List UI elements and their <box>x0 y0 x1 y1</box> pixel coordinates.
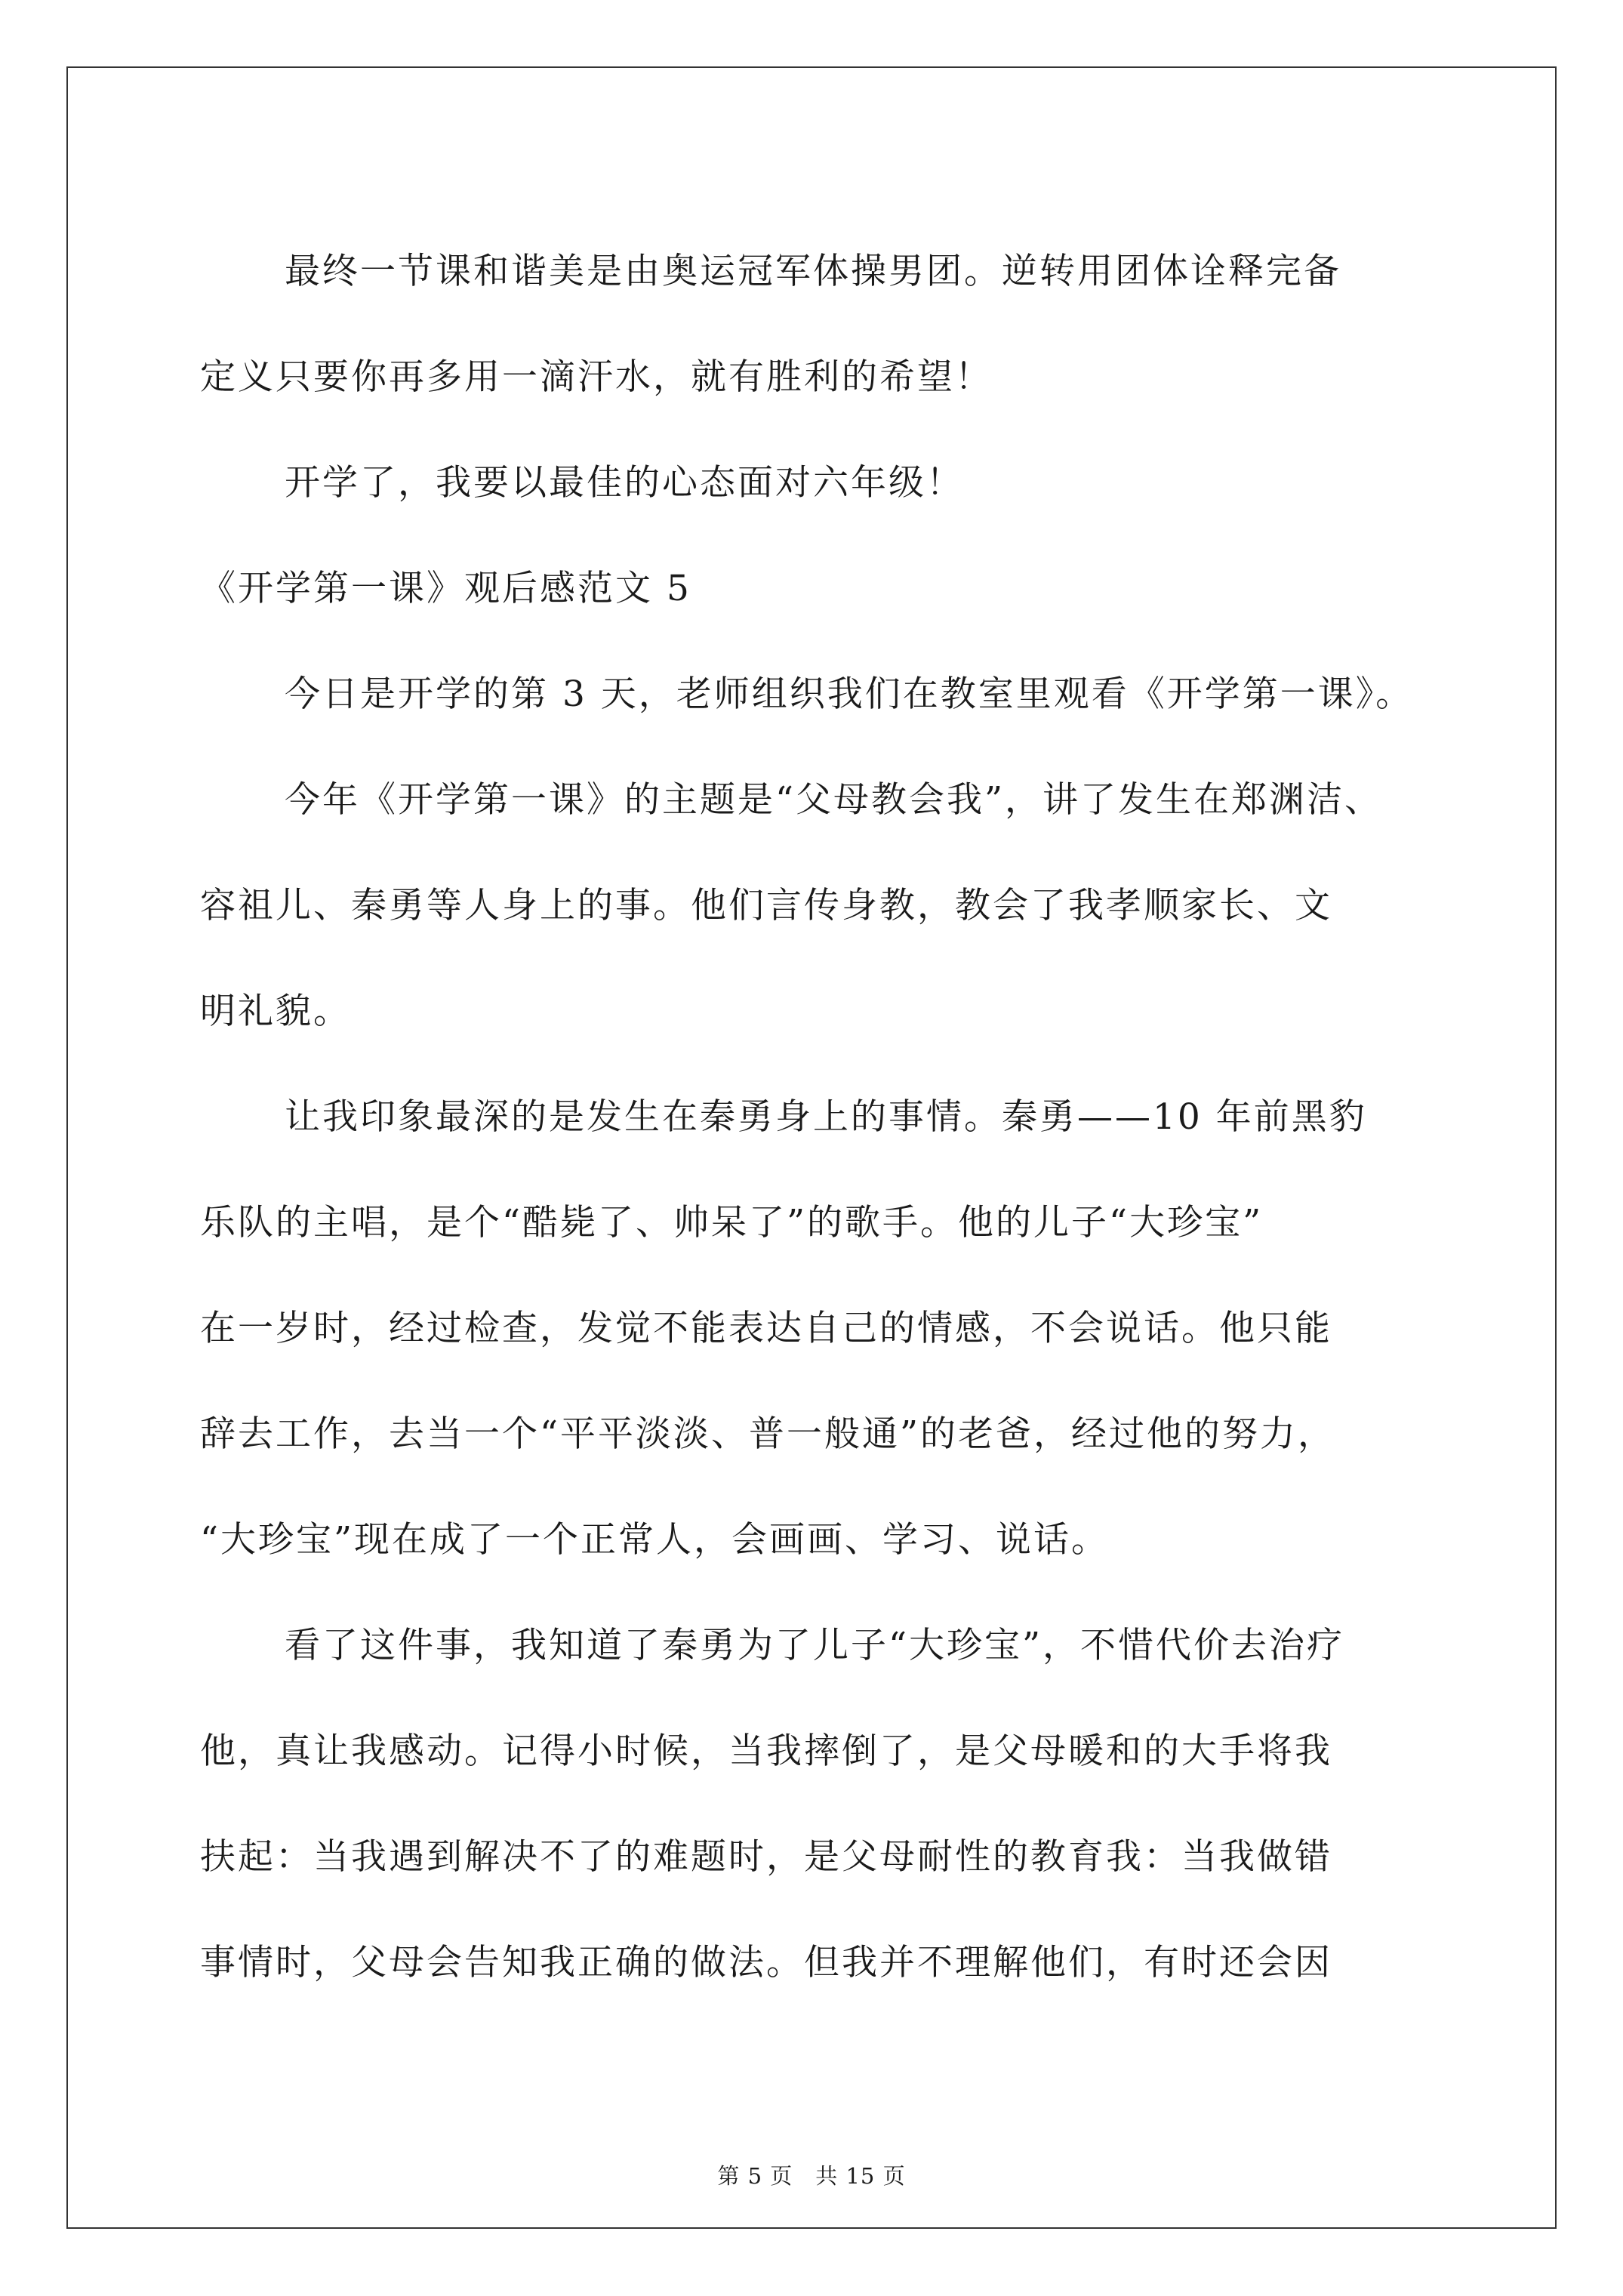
text-line: 容祖儿、秦勇等人身上的事。他们言传身教，教会了我孝顺家长、文 <box>200 885 1332 926</box>
text-line: “大珍宝”现在成了一个正常人，会画画、学习、说话。 <box>200 1519 1110 1561</box>
text-line: 扶起：当我遇到解决不了的难题时，是父母耐性的教育我：当我做错 <box>200 1836 1332 1878</box>
text-line: 今日是开学的第 3 天，老师组织我们在教室里观看《开学第一课》。 <box>285 673 1414 715</box>
page-number: 第 5 页 <box>717 2163 793 2189</box>
text-line: 最终一节课和谐美是由奥运冠军体操男团。逆转用团体诠释完备 <box>285 251 1341 292</box>
text-line: 定义只要你再多用一滴汗水，就有胜利的希望！ <box>200 356 993 398</box>
text-line: 他，真让我感动。记得小时候，当我摔倒了，是父母暖和的大手将我 <box>200 1730 1332 1772</box>
text-line: 在一岁时，经过检查，发觉不能表达自己的情感，不会说话。他只能 <box>200 1308 1332 1349</box>
text-line: 看了这件事，我知道了秦勇为了儿子“大珍宝”，不惜代价去治疗 <box>285 1625 1345 1666</box>
page-total: 共 15 页 <box>815 2163 906 2189</box>
text-line: 乐队的主唱，是个“酷毙了、帅呆了”的歌手。他的儿子“大珍宝” <box>200 1202 1264 1244</box>
page-footer <box>0 2159 1623 2190</box>
text-line: 让我印象最深的是发生在秦勇身上的事情。秦勇——10 年前黑豹 <box>285 1096 1367 1138</box>
text-line: 开学了，我要以最佳的心态面对六年级！ <box>285 462 964 504</box>
section-heading: 《开学第一课》观后感范文 5 <box>200 568 691 609</box>
text-line: 今年《开学第一课》的主题是“父母教会我”，讲了发生在郑渊洁、 <box>285 779 1383 821</box>
text-line: 事情时，父母会告知我正确的做法。但我并不理解他们，有时还会因 <box>200 1942 1332 1983</box>
document-body <box>200 219 1468 2016</box>
text-line: 明礼貌。 <box>200 991 351 1032</box>
text-line: 辞去工作，去当一个“平平淡淡、普一般通”的老爸，经过他的努力， <box>200 1413 1336 1455</box>
